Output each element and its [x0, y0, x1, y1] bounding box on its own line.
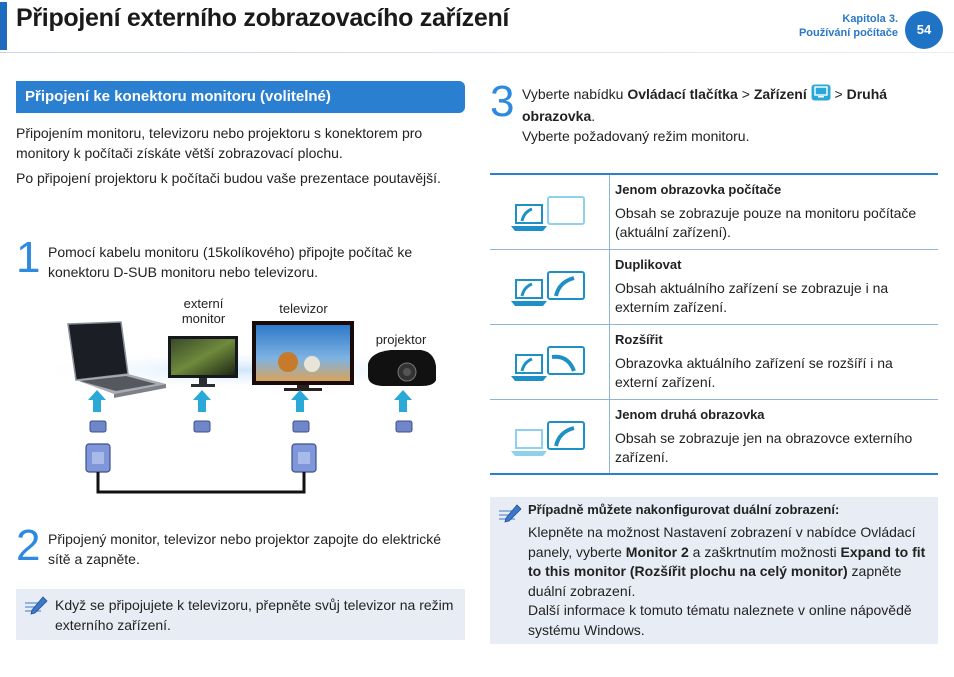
- menu-charms-label: Ovládací tlačítka: [627, 86, 738, 102]
- tv-image: [252, 321, 354, 391]
- table-row-divider: [490, 399, 938, 400]
- table-row-divider: [490, 324, 938, 325]
- table-row-divider: [490, 249, 938, 250]
- step-2-text: Připojený monitor, televizor nebo projektor zapojte do elektrické sítě a zapněte.: [48, 531, 441, 567]
- table-bottom-rule: [490, 473, 938, 475]
- menu-second-screen-label: Druhá: [846, 86, 888, 102]
- chapter-number: Kapitola 3.: [842, 13, 898, 25]
- vga-cable-plug-icons: [86, 444, 316, 472]
- page-number-badge: 54: [905, 11, 943, 49]
- step-3-separator: >: [834, 86, 847, 102]
- chapter-label: [799, 12, 898, 40]
- step-3-instruction: Vyberte požadovaný režim monitoru.: [522, 128, 750, 144]
- tip-monitor2: Monitor 2: [625, 543, 689, 560]
- mode-desc-second-only: Obsah se zobrazuje jen na obrazovce externího zařízení.: [615, 430, 913, 465]
- label-external-monitor-line2: monitor: [181, 311, 226, 326]
- step-2-number: 2: [16, 521, 41, 570]
- mode-desc-duplicate: Obsah aktuálního zařízení se zobrazuje i na externím zařízení.: [615, 280, 889, 315]
- duplicate-icon: [510, 270, 586, 310]
- pencil-note-icon: [23, 595, 49, 619]
- mode-title-duplicate: Duplikovat: [615, 257, 682, 272]
- mode-title-pc-only: Jenom obrazovka počítače: [615, 182, 782, 197]
- mode-desc-pc-only: Obsah se zobrazuje pouze na monitoru počítače (aktuální zařízení).: [615, 205, 917, 240]
- header-divider: [0, 52, 954, 53]
- connection-illustration: [16, 292, 466, 507]
- label-tv: televizor: [279, 301, 328, 316]
- section-heading: Připojení ke konektoru monitoru (volitelné): [16, 81, 465, 113]
- step-1-text: Pomocí kabelu monitoru (15kolíkového) připojte počítač ke konektoru D-SUB monitoru nebo televizoru.: [48, 244, 413, 280]
- intro-paragraph-1: Připojením monitoru, televizoru nebo projektoru s konektorem pro monitory k počítači získáte větší zobrazovací plochu.: [16, 125, 423, 161]
- table-top-rule: [490, 173, 938, 175]
- vga-cable: [98, 472, 304, 492]
- label-external-monitor-line1: externí: [183, 296, 224, 311]
- extend-icon: [510, 345, 586, 385]
- label-projector: projektor: [375, 332, 427, 347]
- projector-image: [368, 350, 436, 386]
- intro-paragraph-2: Po připojení projektoru k počítači budou vaše prezentace poutavější.: [16, 170, 441, 186]
- tip-text: zapněte duální zobrazení.: [528, 563, 902, 599]
- page-title: Připojení externího zobrazovacího zařízení: [16, 4, 510, 32]
- pc-screen-only-icon: [510, 195, 586, 235]
- mode-desc-extend: Obrazovka aktuálního zařízení se rozšíří i na externí zařízení.: [615, 355, 893, 390]
- tip-body: [528, 523, 932, 601]
- step-3-text: [522, 83, 942, 127]
- tip-expand-option: Expand to fit to this monitor (Rozšířit plochu na celý monitor): [528, 543, 926, 579]
- step-3-period: .: [591, 108, 596, 124]
- title-accent-bar: [0, 2, 7, 50]
- menu-devices-label: Zařízení: [753, 86, 807, 102]
- menu-second-screen-label-cont: obrazovka: [522, 108, 592, 124]
- tip-more-info: Další informace k tomuto tématu naleznete v online nápovědě systému Windows.: [528, 602, 912, 638]
- step-3-number: 3: [490, 77, 515, 126]
- devices-graphic: [16, 292, 466, 507]
- pencil-note-icon: [497, 503, 523, 527]
- vga-port-icons: [90, 421, 412, 432]
- note-box: [16, 589, 465, 640]
- chapter-name: Používání počítače: [798, 27, 898, 39]
- devices-charm-icon: [811, 84, 831, 101]
- tip-text: Klepněte na možnost Nastavení zobrazení v nabídce Ovládací panely, vyberte: [528, 524, 916, 560]
- tip-text: a zaškrtnutím možnosti: [688, 543, 841, 560]
- tip-box: [490, 497, 938, 644]
- step-1-number: 1: [16, 233, 41, 282]
- tip-title: Případně můžete nakonfigurovat duální zobrazení:: [528, 502, 840, 517]
- step-3-text-part: Vyberte nabídku: [522, 86, 628, 102]
- second-screen-only-icon: [510, 420, 586, 460]
- note-text: Když se připojujete k televizoru, přepněte svůj televizor na režim externího zařízení.: [55, 597, 454, 633]
- mode-title-extend: Rozšířit: [615, 332, 663, 347]
- step-3-separator: >: [737, 86, 754, 102]
- mode-title-second-only: Jenom druhá obrazovka: [615, 407, 765, 422]
